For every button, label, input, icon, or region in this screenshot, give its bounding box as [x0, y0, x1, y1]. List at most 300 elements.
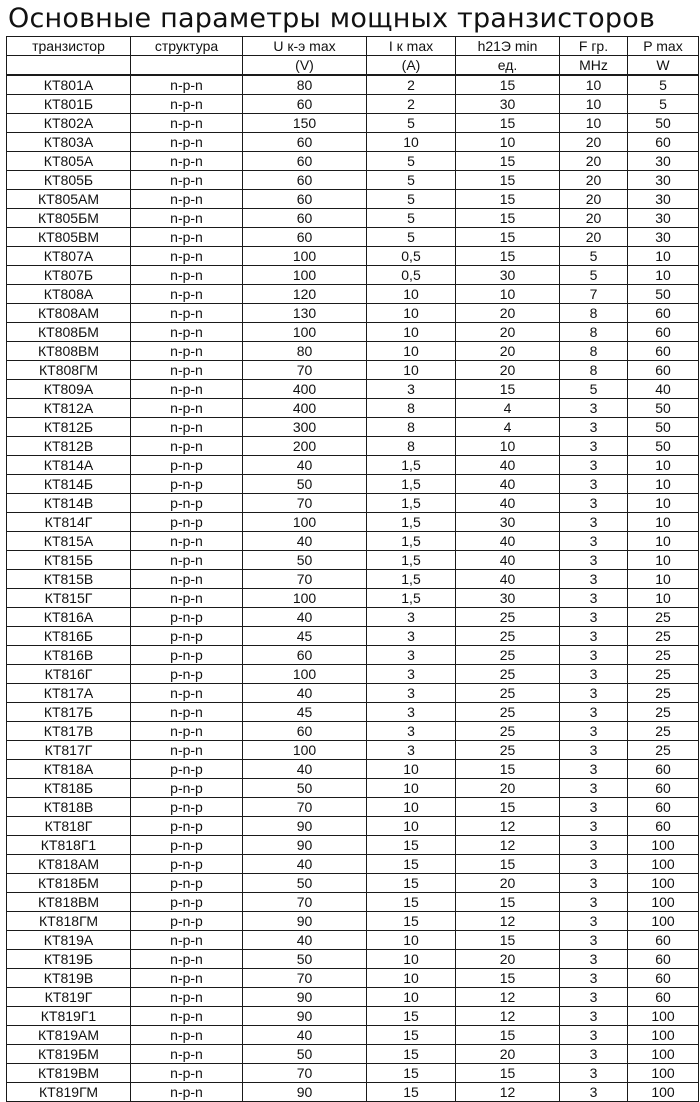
cell-uce-max: 45	[243, 703, 367, 722]
cell-transistor: КТ807Б	[7, 266, 131, 285]
cell-ic-max: 0,5	[367, 266, 456, 285]
cell-p-max: 100	[628, 893, 699, 912]
cell-structure: p-n-p	[131, 874, 243, 893]
cell-f-gr: 5	[560, 380, 628, 399]
table-row	[7, 608, 699, 627]
cell-structure: n-p-n	[131, 266, 243, 285]
cell-transistor: КТ819ГМ	[7, 1083, 131, 1102]
cell-f-gr: 3	[560, 589, 628, 608]
cell-transistor: КТ817Г	[7, 741, 131, 760]
cell-uce-max: 40	[243, 760, 367, 779]
cell-p-max: 50	[628, 418, 699, 437]
cell-h21e-min: 15	[456, 1064, 560, 1083]
cell-transistor: КТ818Г	[7, 817, 131, 836]
table-row	[7, 874, 699, 893]
cell-structure: p-n-p	[131, 627, 243, 646]
cell-structure: n-p-n	[131, 703, 243, 722]
cell-h21e-min: 30	[456, 266, 560, 285]
cell-f-gr: 3	[560, 456, 628, 475]
cell-f-gr: 10	[560, 114, 628, 133]
cell-f-gr: 3	[560, 1045, 628, 1064]
cell-h21e-min: 25	[456, 722, 560, 741]
cell-p-max: 100	[628, 1083, 699, 1102]
cell-ic-max: 15	[367, 1045, 456, 1064]
cell-ic-max: 5	[367, 171, 456, 190]
cell-uce-max: 100	[243, 247, 367, 266]
cell-transistor: КТ819Б	[7, 950, 131, 969]
cell-h21e-min: 10	[456, 437, 560, 456]
cell-f-gr: 3	[560, 893, 628, 912]
cell-h21e-min: 40	[456, 532, 560, 551]
cell-f-gr: 3	[560, 665, 628, 684]
cell-ic-max: 10	[367, 969, 456, 988]
cell-f-gr: 3	[560, 684, 628, 703]
cell-transistor: КТ808ГМ	[7, 361, 131, 380]
cell-structure: p-n-p	[131, 817, 243, 836]
cell-uce-max: 90	[243, 912, 367, 931]
cell-transistor: КТ818А	[7, 760, 131, 779]
cell-uce-max: 60	[243, 228, 367, 247]
cell-ic-max: 15	[367, 855, 456, 874]
cell-h21e-min: 4	[456, 399, 560, 418]
cell-p-max: 100	[628, 912, 699, 931]
table-row	[7, 950, 699, 969]
cell-structure: p-n-p	[131, 779, 243, 798]
cell-uce-max: 90	[243, 988, 367, 1007]
cell-h21e-min: 40	[456, 570, 560, 589]
cell-structure: n-p-n	[131, 133, 243, 152]
cell-p-max: 10	[628, 247, 699, 266]
table-row	[7, 684, 699, 703]
cell-uce-max: 100	[243, 266, 367, 285]
cell-h21e-min: 20	[456, 342, 560, 361]
cell-f-gr: 3	[560, 950, 628, 969]
cell-p-max: 60	[628, 342, 699, 361]
cell-f-gr: 3	[560, 399, 628, 418]
cell-structure: n-p-n	[131, 1007, 243, 1026]
cell-ic-max: 3	[367, 380, 456, 399]
cell-uce-max: 90	[243, 1007, 367, 1026]
cell-transistor: КТ814Г	[7, 513, 131, 532]
cell-ic-max: 10	[367, 361, 456, 380]
cell-f-gr: 8	[560, 323, 628, 342]
cell-ic-max: 1,5	[367, 532, 456, 551]
cell-p-max: 60	[628, 323, 699, 342]
cell-ic-max: 10	[367, 133, 456, 152]
cell-f-gr: 3	[560, 646, 628, 665]
cell-ic-max: 8	[367, 399, 456, 418]
cell-uce-max: 70	[243, 798, 367, 817]
cell-h21e-min: 15	[456, 152, 560, 171]
cell-h21e-min: 30	[456, 589, 560, 608]
cell-transistor: КТ818Б	[7, 779, 131, 798]
cell-uce-max: 60	[243, 190, 367, 209]
table-row	[7, 912, 699, 931]
table-row	[7, 323, 699, 342]
page-title: Основные параметры мощных транзисторов	[8, 3, 656, 34]
cell-uce-max: 40	[243, 532, 367, 551]
cell-ic-max: 3	[367, 722, 456, 741]
cell-ic-max: 5	[367, 228, 456, 247]
cell-ic-max: 1,5	[367, 570, 456, 589]
cell-h21e-min: 15	[456, 228, 560, 247]
cell-transistor: КТ818Г1	[7, 836, 131, 855]
cell-transistor: КТ808АМ	[7, 304, 131, 323]
cell-f-gr: 5	[560, 266, 628, 285]
cell-f-gr: 3	[560, 703, 628, 722]
cell-ic-max: 1,5	[367, 513, 456, 532]
table-row	[7, 152, 699, 171]
cell-h21e-min: 25	[456, 741, 560, 760]
cell-ic-max: 10	[367, 779, 456, 798]
cell-structure: n-p-n	[131, 931, 243, 950]
cell-h21e-min: 30	[456, 95, 560, 114]
cell-structure: p-n-p	[131, 456, 243, 475]
cell-h21e-min: 15	[456, 931, 560, 950]
table-row	[7, 703, 699, 722]
cell-uce-max: 100	[243, 589, 367, 608]
cell-uce-max: 70	[243, 969, 367, 988]
table-row	[7, 228, 699, 247]
cell-structure: n-p-n	[131, 722, 243, 741]
cell-uce-max: 45	[243, 627, 367, 646]
cell-uce-max: 150	[243, 114, 367, 133]
cell-structure: p-n-p	[131, 893, 243, 912]
cell-uce-max: 40	[243, 608, 367, 627]
cell-uce-max: 70	[243, 1064, 367, 1083]
cell-ic-max: 2	[367, 75, 456, 95]
column-header-h21e-min: h21Э min	[456, 37, 560, 56]
cell-transistor: КТ815Б	[7, 551, 131, 570]
cell-uce-max: 50	[243, 551, 367, 570]
header-labels-row	[7, 37, 699, 56]
cell-structure: p-n-p	[131, 912, 243, 931]
cell-structure: n-p-n	[131, 75, 243, 95]
table-row	[7, 1064, 699, 1083]
cell-f-gr: 20	[560, 171, 628, 190]
cell-transistor: КТ805Б	[7, 171, 131, 190]
cell-transistor: КТ801А	[7, 75, 131, 95]
cell-f-gr: 3	[560, 969, 628, 988]
cell-ic-max: 3	[367, 608, 456, 627]
cell-h21e-min: 20	[456, 1045, 560, 1064]
cell-p-max: 50	[628, 437, 699, 456]
cell-f-gr: 3	[560, 817, 628, 836]
cell-p-max: 25	[628, 684, 699, 703]
column-header-p-max: P max	[628, 37, 699, 56]
cell-ic-max: 5	[367, 209, 456, 228]
cell-h21e-min: 25	[456, 684, 560, 703]
cell-transistor: КТ805БМ	[7, 209, 131, 228]
table-body	[7, 75, 699, 1102]
cell-ic-max: 1,5	[367, 551, 456, 570]
cell-f-gr: 7	[560, 285, 628, 304]
table-row	[7, 95, 699, 114]
cell-f-gr: 8	[560, 361, 628, 380]
cell-h21e-min: 12	[456, 836, 560, 855]
cell-structure: n-p-n	[131, 114, 243, 133]
cell-h21e-min: 10	[456, 285, 560, 304]
cell-p-max: 100	[628, 1064, 699, 1083]
cell-p-max: 5	[628, 75, 699, 95]
cell-p-max: 25	[628, 646, 699, 665]
cell-structure: n-p-n	[131, 1045, 243, 1064]
cell-transistor: КТ816Б	[7, 627, 131, 646]
cell-f-gr: 20	[560, 209, 628, 228]
table-row	[7, 741, 699, 760]
cell-transistor: КТ812В	[7, 437, 131, 456]
cell-ic-max: 3	[367, 646, 456, 665]
cell-f-gr: 3	[560, 722, 628, 741]
cell-p-max: 30	[628, 209, 699, 228]
cell-uce-max: 70	[243, 570, 367, 589]
cell-transistor: КТ817Б	[7, 703, 131, 722]
cell-f-gr: 20	[560, 133, 628, 152]
cell-uce-max: 70	[243, 893, 367, 912]
cell-ic-max: 3	[367, 627, 456, 646]
cell-h21e-min: 15	[456, 1026, 560, 1045]
cell-h21e-min: 12	[456, 988, 560, 1007]
cell-f-gr: 3	[560, 798, 628, 817]
cell-h21e-min: 25	[456, 703, 560, 722]
cell-p-max: 10	[628, 589, 699, 608]
cell-uce-max: 60	[243, 171, 367, 190]
cell-h21e-min: 15	[456, 247, 560, 266]
cell-uce-max: 80	[243, 342, 367, 361]
cell-transistor: КТ815Г	[7, 589, 131, 608]
cell-ic-max: 10	[367, 950, 456, 969]
cell-f-gr: 3	[560, 475, 628, 494]
cell-h21e-min: 15	[456, 114, 560, 133]
cell-structure: n-p-n	[131, 247, 243, 266]
cell-uce-max: 60	[243, 133, 367, 152]
cell-p-max: 5	[628, 95, 699, 114]
cell-transistor: КТ814В	[7, 494, 131, 513]
header-units-row	[7, 56, 699, 76]
cell-f-gr: 3	[560, 1007, 628, 1026]
cell-ic-max: 1,5	[367, 475, 456, 494]
cell-h21e-min: 15	[456, 209, 560, 228]
cell-h21e-min: 25	[456, 665, 560, 684]
cell-ic-max: 15	[367, 1083, 456, 1102]
cell-transistor: КТ817В	[7, 722, 131, 741]
cell-p-max: 25	[628, 627, 699, 646]
cell-structure: n-p-n	[131, 1064, 243, 1083]
cell-h21e-min: 20	[456, 874, 560, 893]
cell-f-gr: 3	[560, 627, 628, 646]
cell-uce-max: 50	[243, 475, 367, 494]
cell-ic-max: 15	[367, 836, 456, 855]
column-unit-structure	[131, 56, 243, 76]
cell-ic-max: 15	[367, 1007, 456, 1026]
cell-f-gr: 3	[560, 513, 628, 532]
cell-p-max: 50	[628, 285, 699, 304]
cell-structure: p-n-p	[131, 513, 243, 532]
cell-p-max: 60	[628, 304, 699, 323]
cell-h21e-min: 15	[456, 380, 560, 399]
cell-uce-max: 100	[243, 323, 367, 342]
cell-ic-max: 5	[367, 114, 456, 133]
cell-p-max: 10	[628, 570, 699, 589]
table-row	[7, 855, 699, 874]
cell-p-max: 50	[628, 399, 699, 418]
table-row	[7, 456, 699, 475]
cell-p-max: 30	[628, 152, 699, 171]
cell-h21e-min: 25	[456, 608, 560, 627]
table-row	[7, 513, 699, 532]
cell-structure: n-p-n	[131, 437, 243, 456]
cell-transistor: КТ817А	[7, 684, 131, 703]
table-row	[7, 399, 699, 418]
cell-h21e-min: 20	[456, 779, 560, 798]
cell-uce-max: 70	[243, 361, 367, 380]
cell-structure: n-p-n	[131, 304, 243, 323]
table-row	[7, 836, 699, 855]
cell-ic-max: 3	[367, 684, 456, 703]
cell-ic-max: 10	[367, 323, 456, 342]
cell-uce-max: 130	[243, 304, 367, 323]
cell-ic-max: 1,5	[367, 456, 456, 475]
cell-structure: n-p-n	[131, 589, 243, 608]
cell-ic-max: 15	[367, 912, 456, 931]
cell-f-gr: 3	[560, 741, 628, 760]
cell-f-gr: 3	[560, 1026, 628, 1045]
cell-h21e-min: 40	[456, 551, 560, 570]
cell-transistor: КТ807А	[7, 247, 131, 266]
cell-p-max: 60	[628, 361, 699, 380]
table-row	[7, 114, 699, 133]
cell-uce-max: 200	[243, 437, 367, 456]
cell-transistor: КТ815В	[7, 570, 131, 589]
cell-h21e-min: 12	[456, 1083, 560, 1102]
cell-structure: n-p-n	[131, 171, 243, 190]
cell-uce-max: 120	[243, 285, 367, 304]
column-unit-uce-max: (V)	[243, 56, 367, 76]
cell-transistor: КТ819АМ	[7, 1026, 131, 1045]
cell-p-max: 10	[628, 266, 699, 285]
cell-transistor: КТ816Г	[7, 665, 131, 684]
cell-p-max: 30	[628, 171, 699, 190]
cell-h21e-min: 20	[456, 323, 560, 342]
cell-ic-max: 10	[367, 931, 456, 950]
cell-p-max: 60	[628, 798, 699, 817]
cell-ic-max: 10	[367, 304, 456, 323]
cell-transistor: КТ808ВМ	[7, 342, 131, 361]
cell-p-max: 40	[628, 380, 699, 399]
cell-f-gr: 3	[560, 836, 628, 855]
cell-ic-max: 3	[367, 741, 456, 760]
cell-p-max: 30	[628, 228, 699, 247]
cell-p-max: 25	[628, 608, 699, 627]
cell-f-gr: 20	[560, 190, 628, 209]
table-row	[7, 551, 699, 570]
cell-p-max: 60	[628, 760, 699, 779]
cell-p-max: 10	[628, 551, 699, 570]
cell-transistor: КТ818В	[7, 798, 131, 817]
cell-structure: p-n-p	[131, 494, 243, 513]
cell-f-gr: 3	[560, 1083, 628, 1102]
cell-f-gr: 3	[560, 1064, 628, 1083]
cell-f-gr: 20	[560, 228, 628, 247]
cell-uce-max: 50	[243, 950, 367, 969]
cell-transistor: КТ808А	[7, 285, 131, 304]
cell-ic-max: 10	[367, 988, 456, 1007]
cell-f-gr: 8	[560, 342, 628, 361]
cell-p-max: 60	[628, 779, 699, 798]
cell-p-max: 100	[628, 836, 699, 855]
cell-h21e-min: 40	[456, 494, 560, 513]
cell-uce-max: 400	[243, 380, 367, 399]
transistor-parameters-table	[6, 36, 699, 1102]
cell-structure: n-p-n	[131, 399, 243, 418]
column-header-transistor: транзистор	[7, 37, 131, 56]
cell-ic-max: 10	[367, 342, 456, 361]
cell-transistor: КТ808БМ	[7, 323, 131, 342]
cell-f-gr: 3	[560, 437, 628, 456]
column-header-structure: структура	[131, 37, 243, 56]
cell-structure: p-n-p	[131, 608, 243, 627]
cell-structure: n-p-n	[131, 570, 243, 589]
table-row	[7, 285, 699, 304]
cell-transistor: КТ819Г1	[7, 1007, 131, 1026]
cell-h21e-min: 15	[456, 75, 560, 95]
cell-structure: n-p-n	[131, 323, 243, 342]
cell-transistor: КТ819В	[7, 969, 131, 988]
cell-uce-max: 60	[243, 152, 367, 171]
table-row	[7, 1007, 699, 1026]
cell-f-gr: 3	[560, 988, 628, 1007]
cell-h21e-min: 30	[456, 513, 560, 532]
table-row	[7, 190, 699, 209]
cell-ic-max: 3	[367, 703, 456, 722]
table-row	[7, 209, 699, 228]
table-row	[7, 380, 699, 399]
cell-ic-max: 8	[367, 437, 456, 456]
cell-ic-max: 15	[367, 874, 456, 893]
cell-uce-max: 100	[243, 741, 367, 760]
cell-structure: p-n-p	[131, 665, 243, 684]
cell-transistor: КТ819А	[7, 931, 131, 950]
table-row	[7, 304, 699, 323]
cell-p-max: 100	[628, 1026, 699, 1045]
cell-h21e-min: 4	[456, 418, 560, 437]
cell-transistor: КТ819ВМ	[7, 1064, 131, 1083]
table-header	[7, 37, 699, 76]
cell-uce-max: 90	[243, 1083, 367, 1102]
cell-transistor: КТ812Б	[7, 418, 131, 437]
cell-uce-max: 60	[243, 722, 367, 741]
cell-transistor: КТ819Г	[7, 988, 131, 1007]
cell-uce-max: 60	[243, 95, 367, 114]
cell-transistor: КТ802А	[7, 114, 131, 133]
table-row	[7, 646, 699, 665]
cell-transistor: КТ809А	[7, 380, 131, 399]
cell-p-max: 30	[628, 190, 699, 209]
cell-structure: n-p-n	[131, 684, 243, 703]
cell-f-gr: 20	[560, 152, 628, 171]
cell-h21e-min: 15	[456, 798, 560, 817]
table-row	[7, 779, 699, 798]
cell-p-max: 25	[628, 741, 699, 760]
table-row	[7, 532, 699, 551]
cell-f-gr: 3	[560, 551, 628, 570]
cell-ic-max: 3	[367, 665, 456, 684]
cell-ic-max: 1,5	[367, 589, 456, 608]
cell-uce-max: 50	[243, 779, 367, 798]
table-row	[7, 247, 699, 266]
table-row	[7, 437, 699, 456]
cell-uce-max: 60	[243, 646, 367, 665]
